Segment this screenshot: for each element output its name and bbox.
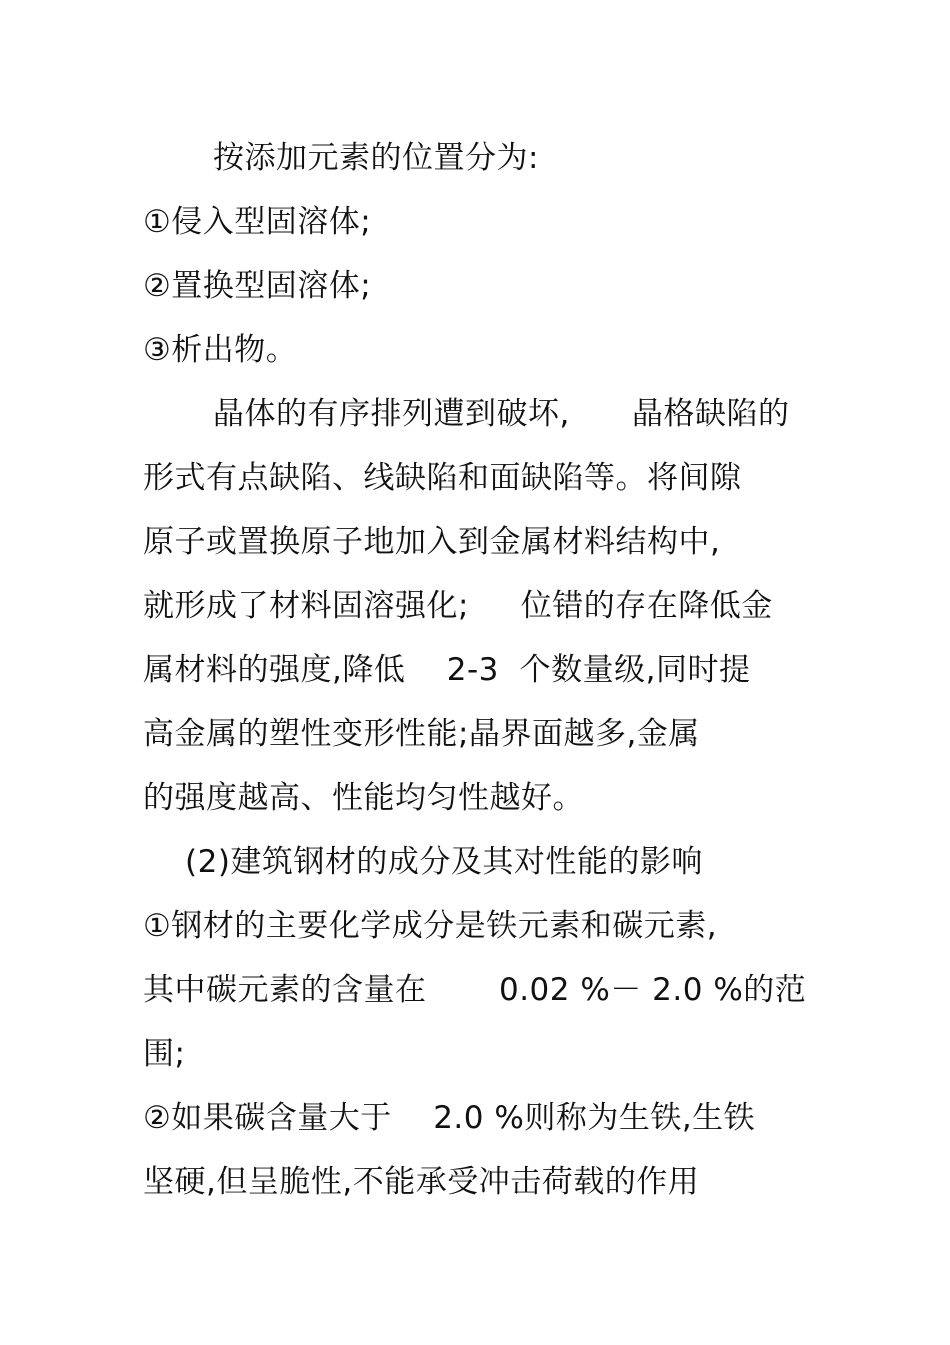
text-line-16: ②如果碳含量大于 2.0 %则称为生铁,生铁 [143, 1100, 756, 1136]
text-line-9: 属材料的强度,降低 2-3 个数量级,同时提 [143, 652, 751, 688]
text-line-10: 高金属的塑性变形性能;晶界面越多,金属 [143, 716, 700, 752]
text-line-7: 原子或置换原子地加入到金属材料结构中, [143, 524, 721, 560]
section-heading: (2)建筑钢材的成分及其对性能的影响 [185, 844, 703, 880]
text-line-13: ①钢材的主要化学成分是铁元素和碳元素, [143, 908, 718, 944]
text-line-6: 形式有点缺陷、线缺陷和面缺陷等。将间隙 [143, 460, 742, 496]
text-line-11: 的强度越高、性能均匀性越好。 [143, 780, 584, 816]
text-line-8: 就形成了材料固溶强化; 位错的存在降低金 [143, 588, 773, 624]
text-line-14: 其中碳元素的含量在 0.02 %－ 2.0 %的范 [143, 972, 807, 1008]
text-line-15: 围; [143, 1036, 186, 1072]
text-line-1: 按添加元素的位置分为: [213, 140, 539, 176]
text-line-17: 坚硬,但呈脆性,不能承受冲击荷载的作用 [143, 1164, 700, 1200]
text-line-3: ②置换型固溶体; [143, 268, 372, 304]
text-line-4: ③析出物。 [143, 332, 298, 368]
text-line-2: ①侵入型固溶体; [143, 204, 372, 240]
text-line-5: 晶体的有序排列遭到破坏, 晶格缺陷的 [213, 396, 790, 432]
